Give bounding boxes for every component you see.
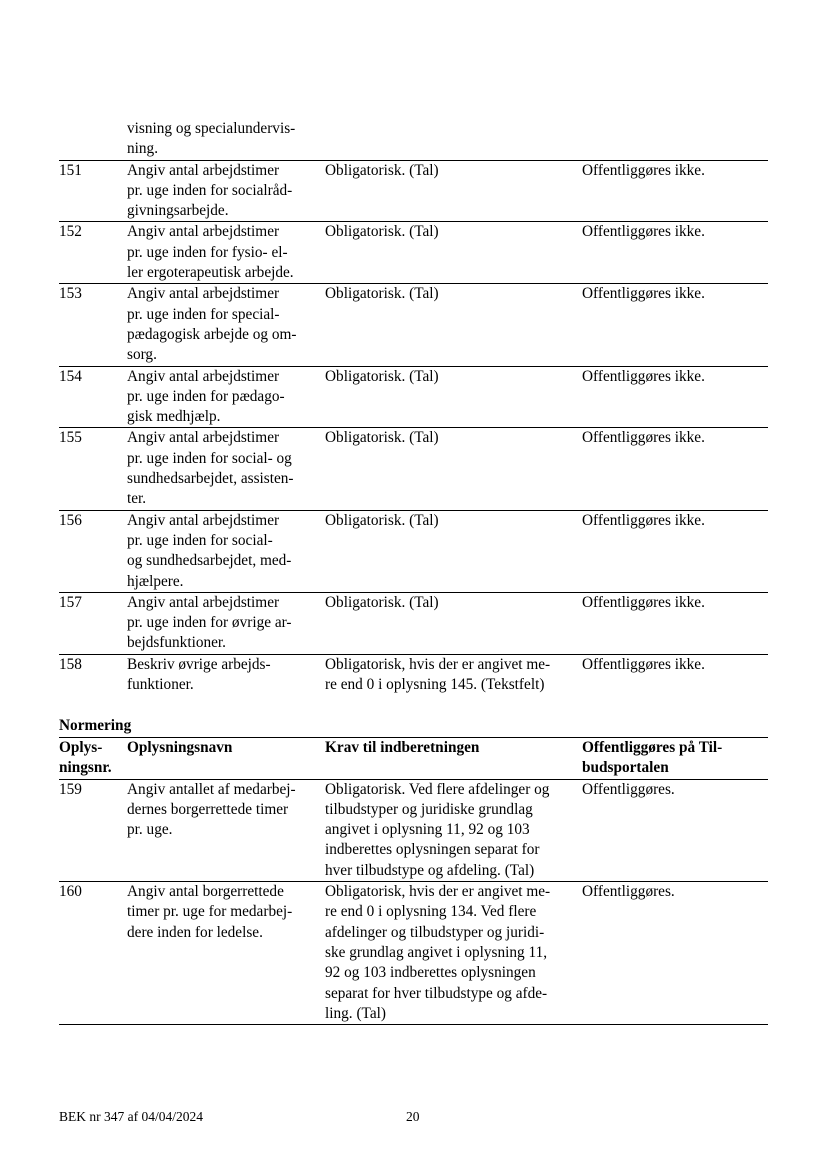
cell-offentlig: Offentliggøres ikke.	[582, 428, 768, 510]
table-row	[59, 592, 768, 654]
cell-nr: 154	[59, 366, 127, 428]
requirements-table-continued	[59, 119, 768, 695]
cell-krav: Obligatorisk. (Tal)	[325, 510, 582, 592]
cell-name: Angiv antallet af medarbej- dernes borgerrettede timer pr. uge.	[127, 779, 325, 881]
header-name: Oplysningsnavn	[127, 738, 325, 780]
cell-nr: 159	[59, 779, 127, 881]
cell-offentlig	[582, 119, 768, 160]
cell-offentlig: Offentliggøres.	[582, 882, 768, 1025]
table-header-row	[59, 738, 768, 780]
cell-offentlig: Offentliggøres ikke.	[582, 592, 768, 654]
cell-offentlig: Offentliggøres ikke.	[582, 284, 768, 366]
cell-nr: 158	[59, 654, 127, 695]
cell-name: visning og specialundervis- ning.	[127, 120, 296, 158]
cell-krav: Obligatorisk. (Tal)	[325, 428, 582, 510]
table-row	[59, 284, 768, 366]
header-krav: Krav til indberetningen	[325, 738, 582, 780]
cell-name: Angiv antal arbejdstimer pr. uge inden for social- og sundhedsarbejdet, med- hjælpere.	[127, 510, 325, 592]
table-row-carry-over	[59, 119, 768, 160]
cell-nr: 156	[59, 510, 127, 592]
cell-offentlig: Offentliggøres.	[582, 779, 768, 881]
cell-offentlig: Offentliggøres ikke.	[582, 160, 768, 222]
cell-nr: 152	[59, 222, 127, 284]
table-row	[59, 510, 768, 592]
cell-krav: Obligatorisk. (Tal)	[325, 284, 582, 366]
table-row	[59, 160, 768, 222]
cell-krav: Obligatorisk. (Tal)	[325, 592, 582, 654]
cell-krav	[325, 119, 582, 160]
cell-offentlig: Offentliggøres ikke.	[582, 654, 768, 695]
cell-nr: 153	[59, 284, 127, 366]
cell-nr: 157	[59, 592, 127, 654]
cell-krav: Obligatorisk. (Tal)	[325, 366, 582, 428]
cell-name: Beskriv øvrige arbejds- funktioner.	[127, 654, 325, 695]
table-row	[59, 654, 768, 695]
table-row	[59, 222, 768, 284]
cell-name: Angiv antal arbejdstimer pr. uge inden for øvrige ar- bejdsfunktioner.	[127, 592, 325, 654]
cell-name: Angiv antal arbejdstimer pr. uge inden for social- og sundhedsarbejdet, assisten- ter.	[127, 428, 325, 510]
cell-offentlig: Offentliggøres ikke.	[582, 366, 768, 428]
cell-offentlig: Offentliggøres ikke.	[582, 222, 768, 284]
cell-nr: 155	[59, 428, 127, 510]
table-row	[59, 779, 768, 881]
cell-name: Angiv antal arbejdstimer pr. uge inden for pædago- gisk medhjælp.	[127, 366, 325, 428]
cell-name: Angiv antal borgerrettede timer pr. uge for medarbej- dere inden for ledelse.	[127, 882, 325, 1025]
cell-nr: 160	[59, 882, 127, 1025]
cell-offentlig: Offentliggøres ikke.	[582, 510, 768, 592]
table-row	[59, 882, 768, 1025]
cell-name: Angiv antal arbejdstimer pr. uge inden for special- pædagogisk arbejde og om- sorg.	[127, 284, 325, 366]
table-row	[59, 428, 768, 510]
footer-reference: BEK nr 347 af 04/04/2024	[59, 1109, 203, 1124]
cell-name: Angiv antal arbejdstimer pr. uge inden for fysio- el- ler ergoterapeutisk arbejde.	[127, 222, 325, 284]
page-number: 20	[406, 1109, 420, 1124]
normering-table	[59, 737, 768, 1025]
cell-krav: Obligatorisk. (Tal)	[325, 160, 582, 222]
header-offentlig: Offentliggøres på Til- budsportalen	[582, 738, 768, 780]
cell-name: Angiv antal arbejdstimer pr. uge inden for socialråd- givningsarbejde.	[127, 160, 325, 222]
cell-krav: Obligatorisk, hvis der er angivet me- re end 0 i oplysning 145. (Tekstfelt)	[325, 654, 582, 695]
header-nr: Oplys- ningsnr.	[59, 738, 127, 780]
table-row	[59, 366, 768, 428]
cell-krav: Obligatorisk. (Tal)	[325, 222, 582, 284]
cell-krav: Obligatorisk, hvis der er angivet me- re end 0 i oplysning 134. Ved flere afdelinger og tilbudstyper og juridi- ske grundlag angivet i oplysning 11, 92 og 103 indberettes oplysningen separat for hver tilbudstype og afde- ling. (Tal)	[325, 882, 582, 1025]
cell-krav: Obligatorisk. Ved flere afdelinger og tilbudstyper og juridiske grundlag angivet i oplysning 11, 92 og 103 indberettes oplysningen separat for hver tilbudstype og afdeling. (Tal)	[325, 779, 582, 881]
section-heading: Normering	[59, 717, 132, 734]
cell-nr	[59, 119, 127, 160]
cell-nr: 151	[59, 160, 127, 222]
